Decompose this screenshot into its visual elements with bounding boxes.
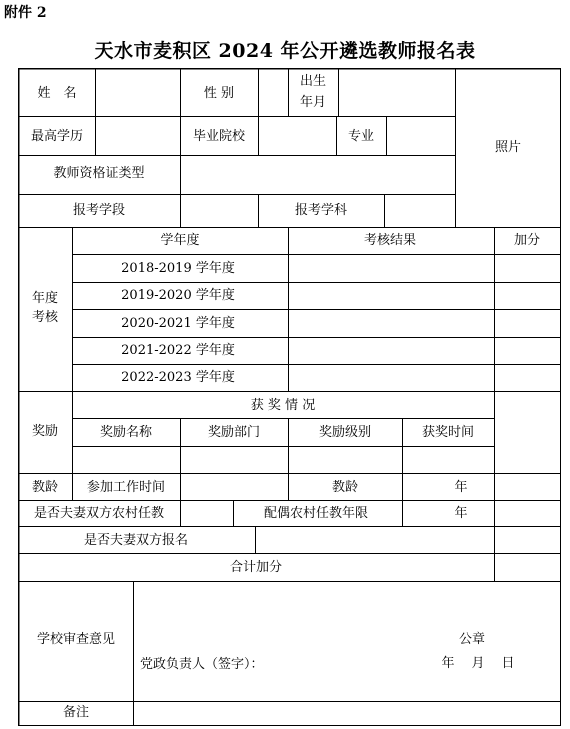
- annual-label-line2: 考核: [31, 310, 59, 325]
- school-label: 毕业院校: [192, 129, 246, 144]
- gender-label: 性 别: [203, 86, 235, 101]
- date-day-label: 日: [501, 656, 515, 671]
- couple-apply-label: 是否夫妻双方报名: [83, 533, 189, 548]
- birth-label-line1: 出生: [299, 74, 327, 89]
- award-name-header: 奖励名称: [99, 425, 153, 440]
- year-unit: 年: [454, 480, 468, 495]
- date-year-label: 年: [441, 656, 455, 671]
- year-unit-2: 年: [454, 506, 468, 521]
- education-label: 最高学历: [30, 129, 84, 144]
- academic-year-header: 学年度: [160, 233, 200, 248]
- date-month-label: 月: [471, 656, 485, 671]
- award-status-header: 获 奖 情 况: [250, 398, 316, 413]
- award-label: 奖励: [31, 424, 59, 439]
- teaching-age-label-2: 教龄: [331, 480, 359, 495]
- photo-label: 照片: [494, 140, 522, 155]
- name-label: 姓 名: [37, 86, 77, 101]
- teaching-age-label: 教龄: [31, 480, 59, 495]
- annual-label-line1: 年度: [31, 291, 59, 306]
- seal-label: 公章: [458, 632, 486, 647]
- stage-label: 报考学段: [72, 203, 126, 218]
- bonus-header: 加分: [513, 233, 541, 248]
- subject-label: 报考学科: [294, 203, 348, 218]
- spouse-years-label: 配偶农村任教年限: [263, 506, 369, 521]
- couple-rural-label: 是否夫妻双方农村任教: [33, 506, 165, 521]
- birth-label-line2: 年月: [299, 95, 327, 110]
- attachment-label: 附件 2: [4, 5, 47, 21]
- signer-label: 党政负责人（签字）：: [140, 657, 264, 672]
- form-title: 天水市麦积区 2024 年公开遴选教师报名表: [94, 40, 476, 62]
- year-row-4: 2021-2022 学年度: [121, 343, 235, 358]
- major-label: 专业: [347, 129, 375, 144]
- total-bonus-label: 合计加分: [229, 560, 283, 575]
- year-row-2: 2019-2020 学年度: [121, 288, 235, 303]
- cert-type-label: 教师资格证类型: [53, 166, 145, 181]
- year-row-5: 2022-2023 学年度: [121, 370, 235, 385]
- award-dept-header: 奖励部门: [207, 425, 261, 440]
- year-row-1: 2018-2019 学年度: [121, 261, 235, 276]
- award-time-header: 获奖时间: [421, 425, 475, 440]
- registration-form-table: [18, 68, 561, 726]
- award-level-header: 奖励级别: [318, 425, 372, 440]
- review-label: 学校审查意见: [36, 632, 116, 647]
- work-start-label: 参加工作时间: [86, 480, 166, 495]
- result-header: 考核结果: [363, 233, 417, 248]
- year-row-3: 2020-2021 学年度: [121, 316, 235, 331]
- remark-label: 备注: [62, 705, 90, 720]
